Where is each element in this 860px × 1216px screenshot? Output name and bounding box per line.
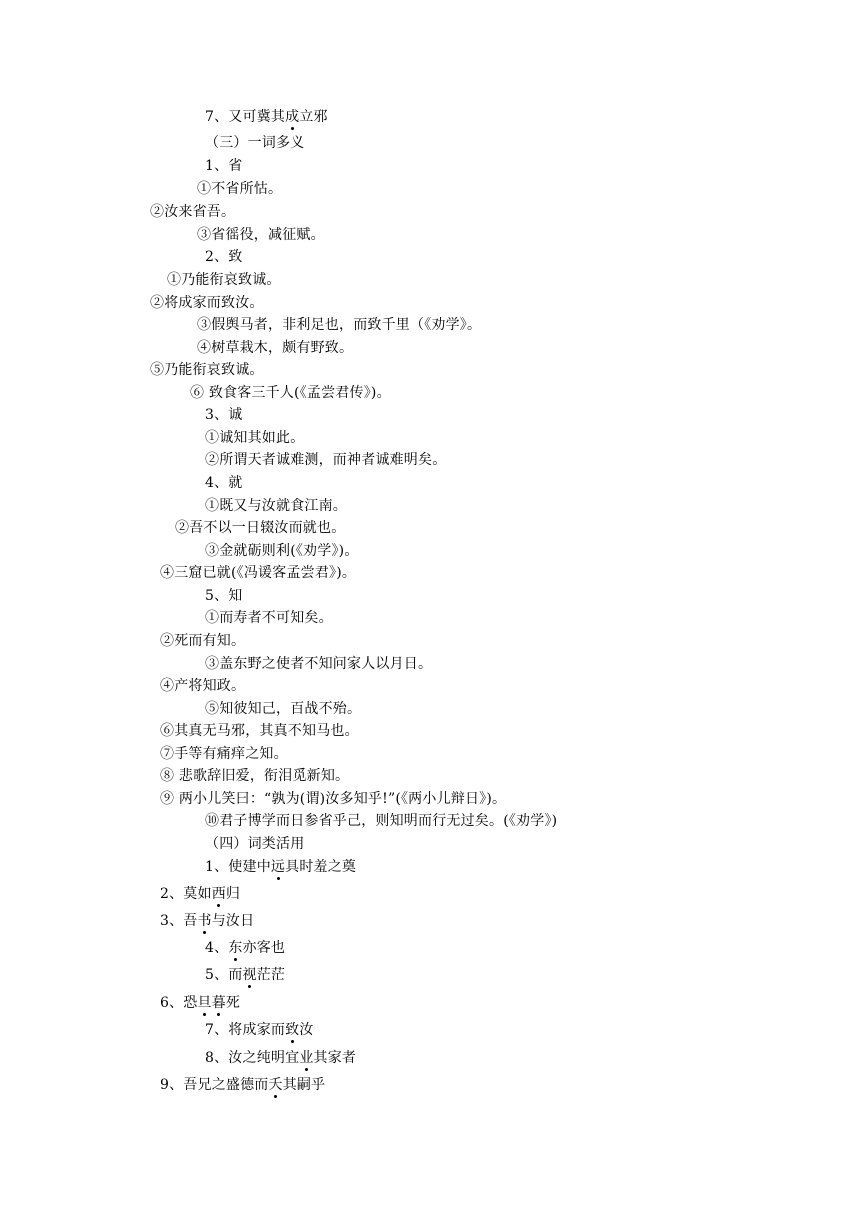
example-sentence: ⑤知彼知己，百战不殆。 [205, 701, 362, 717]
emphasized-char: 业 [299, 1050, 314, 1066]
example-sentence: ①乃能衔哀致诚。 [167, 272, 281, 288]
example-sentence: ③省徭役，减征赋。 [197, 227, 325, 243]
example-sentence: ①诚知其如此。 [205, 430, 305, 446]
example-sentence: ②所谓天者诚难测，而神者诚难明矣。 [205, 452, 447, 468]
emphasized-char: 西 [211, 886, 226, 902]
example-sentence: ⑨ 两小儿笑曰：“孰为(谓)汝多知乎!”(《两小儿辩日》)。 [160, 791, 507, 807]
example-sentence: ④树草栽木，颇有野致。 [197, 340, 354, 356]
word-class-item: 5、而视茫茫 [205, 967, 286, 983]
example-sentence: ①而寿者不可知矣。 [205, 610, 333, 626]
section-heading-word-class-shift: （四）词类活用 [205, 836, 305, 852]
word-class-item: 3、吾书与汝日 [160, 913, 255, 929]
example-sentence: ⑤乃能衔哀致诚。 [150, 362, 264, 378]
emphasized-char: 致 [285, 1022, 300, 1038]
example-sentence: ⑩君子博学而日参省乎己，则知明而行无过矣。(《劝学》) [205, 813, 558, 829]
example-sentence: ②将成家而致汝。 [150, 295, 264, 311]
section-heading-polysemy: （三）一词多义 [205, 135, 305, 151]
word-heading-cheng: 3、诚 [205, 407, 243, 423]
example-sentence: ①不省所怙。 [197, 181, 283, 197]
word-class-item: 1、使建中远具时羞之奠 [205, 859, 357, 875]
example-sentence: ②汝来省吾。 [150, 204, 236, 220]
word-class-item: 6、恐旦暮死 [160, 995, 241, 1011]
word-class-item: 7、将成家而致汝 [205, 1022, 314, 1038]
emphasized-char: 东 [228, 940, 243, 956]
example-sentence: ④三窟已就(《冯谖客孟尝君》)。 [160, 565, 357, 581]
classical-chinese-line-7-youkejiqichengli: 7、又可冀其成立邪 [205, 109, 328, 125]
emphasized-char: 远 [270, 859, 286, 875]
example-sentence: ⑥ 致食客三千人(《孟尝君传》)。 [190, 385, 391, 401]
word-heading-sheng: 1、省 [205, 158, 243, 174]
word-class-item: 9、吾兄之盛德而夭其嗣乎 [160, 1077, 326, 1093]
example-sentence: ②死而有知。 [160, 633, 246, 649]
word-class-item: 8、汝之纯明宜业其家者 [205, 1050, 357, 1066]
emphasized-char: 成 [285, 109, 300, 125]
emphasized-char: 旦 [197, 995, 212, 1011]
example-sentence: ⑧ 悲歌辞旧爱，衔泪觅新知。 [160, 768, 350, 784]
example-sentence: ④产将知政。 [160, 678, 246, 694]
word-class-item: 4、东亦客也 [205, 940, 286, 956]
word-heading-jiu: 4、就 [205, 475, 243, 491]
example-sentence: ③盖东野之使者不知问家人以月日。 [205, 656, 433, 672]
example-sentence: ①既又与汝就食江南。 [205, 498, 347, 514]
example-sentence: ③金就砺则利(《劝学》)。 [205, 543, 359, 559]
example-sentence: ②吾不以一日辍汝而就也。 [175, 520, 346, 536]
example-sentence: ⑥其真无马邪，其真不知马也。 [160, 723, 359, 739]
emphasized-char: 夭 [268, 1077, 283, 1093]
emphasized-char: 书 [197, 913, 212, 929]
emphasized-char: 暮 [211, 995, 226, 1011]
example-sentence: ③假舆马者，非利足也，而致千里（《劝学》。 [197, 317, 482, 333]
emphasized-char: 视 [242, 967, 257, 983]
example-sentence: ⑦手等有痛痒之知。 [160, 746, 288, 762]
word-heading-zhi-know: 5、知 [205, 588, 243, 604]
word-heading-zhi: 2、致 [205, 249, 243, 265]
word-class-item: 2、莫如西归 [160, 886, 241, 902]
